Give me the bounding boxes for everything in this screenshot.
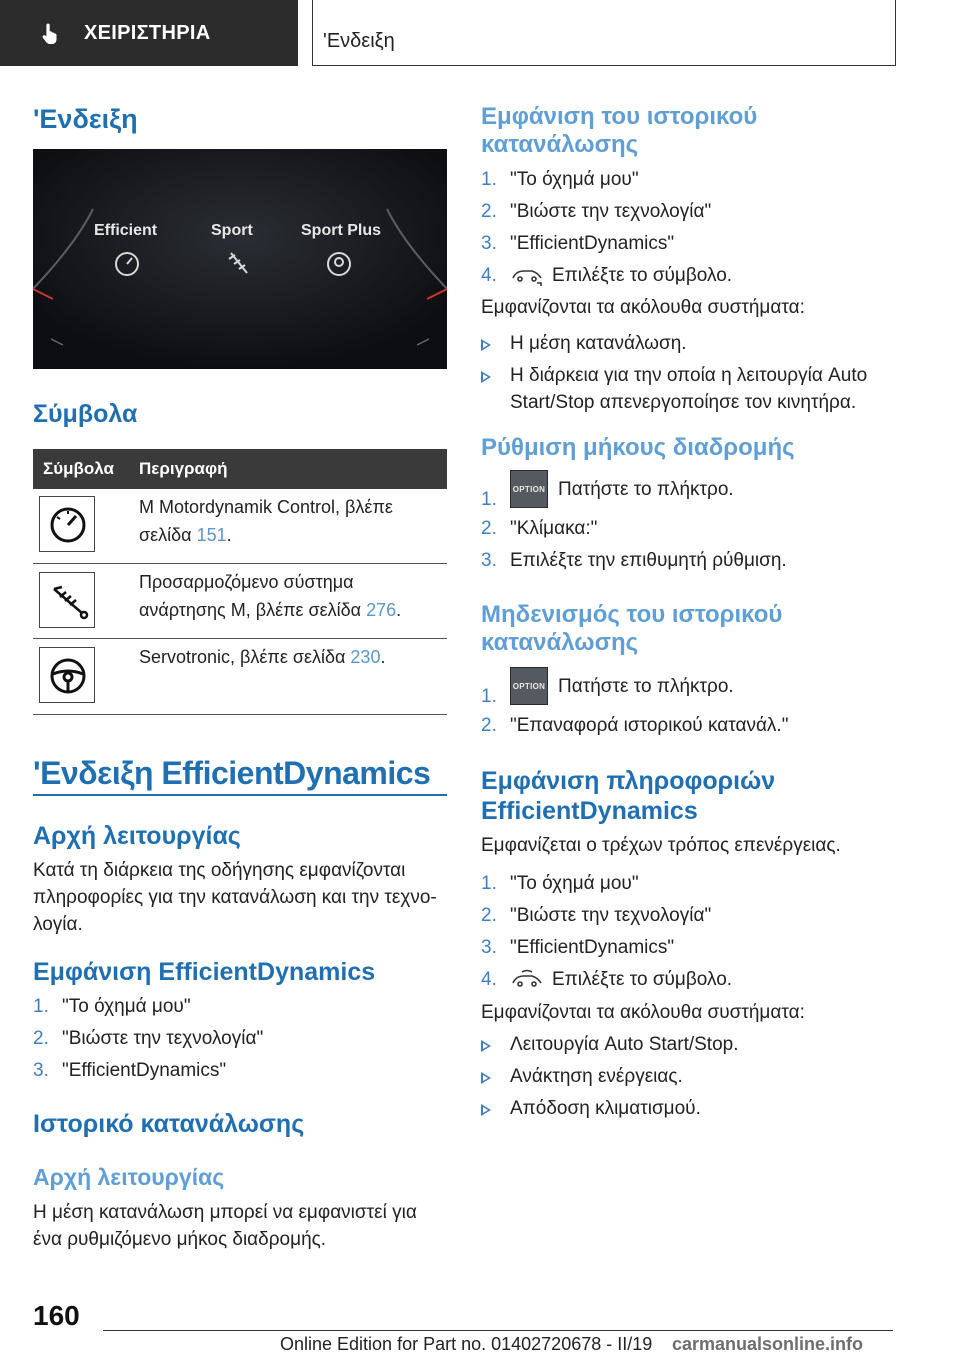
table-row bbox=[33, 639, 447, 715]
step-number: 2. bbox=[481, 518, 497, 539]
step-number: 2. bbox=[481, 905, 497, 926]
step-label: Πατήστε το πλήκτρο. bbox=[558, 675, 734, 697]
description-line: Προσαρμοζόμενο σύστημα bbox=[139, 572, 354, 592]
step-number: 2. bbox=[33, 1028, 49, 1049]
footer-divider bbox=[103, 1330, 893, 1331]
bullet-triangle-icon bbox=[481, 371, 491, 383]
description-end: . bbox=[396, 600, 402, 620]
option-button[interactable]: OPTION bbox=[510, 470, 548, 508]
text-line: Κατά τη διάρκεια της οδήγησης εμφανίζονται bbox=[33, 860, 406, 881]
info-systems-list bbox=[481, 1031, 901, 1127]
step-number: 3. bbox=[481, 550, 497, 571]
step-text[interactable]: "Το όχημά μου" bbox=[510, 873, 639, 894]
history-heading: Ιστορικό κατανάλωσης bbox=[33, 1110, 305, 1138]
table-row bbox=[33, 489, 447, 564]
step-number: 1. bbox=[481, 686, 497, 707]
instrument-cluster-image bbox=[33, 149, 447, 369]
step-text[interactable]: Επιλέξτε την επιθυμητή ρύθμιση. bbox=[510, 550, 787, 571]
description-text: σελίδα bbox=[139, 525, 197, 545]
list-item bbox=[481, 1031, 901, 1063]
bullet-text bbox=[510, 362, 867, 416]
title-underline bbox=[33, 794, 447, 796]
chapter-tab bbox=[312, 0, 896, 66]
watermark: carmanualsonline.info bbox=[672, 1334, 864, 1354]
page-header bbox=[0, 0, 960, 66]
page-link-230[interactable]: 230 bbox=[350, 647, 381, 667]
description-text: Servotronic, βλέπε σελίδα bbox=[139, 647, 351, 667]
steering-wheel-icon bbox=[39, 647, 95, 703]
step-text[interactable]: "Βιώστε την τεχνολογία" bbox=[62, 1028, 264, 1049]
set-length-heading: Ρύθμιση μήκους διαδρομής bbox=[481, 434, 795, 461]
description-end: . bbox=[226, 525, 232, 545]
step-number: 4. bbox=[481, 265, 497, 286]
table-row bbox=[33, 564, 447, 639]
step-text[interactable]: "EfficientDynamics" bbox=[510, 233, 675, 254]
info-heading bbox=[481, 766, 775, 826]
cluster-display-graphic bbox=[33, 149, 447, 369]
section-tab bbox=[0, 0, 298, 66]
bullet-line: Η διάρκεια για την οποία η λειτουργία Auto bbox=[510, 365, 868, 386]
table-col-description: Περιγραφή bbox=[139, 459, 228, 478]
heading-line: Εμφάνιση πληροφοριών bbox=[481, 767, 776, 795]
list-item bbox=[481, 1095, 901, 1127]
step-number: 1. bbox=[33, 996, 49, 1017]
hand-pointer-icon bbox=[40, 22, 62, 44]
symbols-heading: Σύμβολα bbox=[33, 400, 138, 428]
step-number: 3. bbox=[481, 937, 497, 958]
bullet-text: Απόδοση κλιματισμού. bbox=[510, 1098, 701, 1119]
principle-heading: Αρχή λειτουργίας bbox=[33, 822, 241, 850]
section-title: ΧΕΙΡΙΣΤΗΡΙΑ bbox=[84, 21, 211, 44]
text-line: Η μέση κατανάλωση μπορεί να εμφανιστεί για bbox=[33, 1202, 417, 1223]
step-number: 3. bbox=[33, 1060, 49, 1081]
bullet-text: Ανάκτηση ενέργειας. bbox=[510, 1066, 683, 1087]
mode-efficient-label: Efficient bbox=[94, 222, 158, 239]
mode-sport-plus-label: Sport Plus bbox=[301, 222, 382, 239]
show-efficientdynamics-heading: Εμφάνιση EfficientDynamics bbox=[33, 958, 376, 986]
table-description bbox=[139, 493, 393, 549]
page-title: 'Ενδειξη bbox=[33, 104, 138, 134]
description-end: . bbox=[380, 647, 386, 667]
mode-sport-label: Sport bbox=[211, 222, 253, 239]
shown-systems-intro: Εμφανίζονται τα ακόλουθα συστήματα: bbox=[481, 297, 805, 318]
step-number: 1. bbox=[481, 489, 497, 510]
step-number: 3. bbox=[481, 233, 497, 254]
text-line: πληροφορίες για την κατανάλωση και την τεχνο- bbox=[33, 887, 437, 908]
chapter-title: 'Ενδειξη bbox=[323, 30, 395, 52]
show-history-heading bbox=[481, 103, 757, 159]
info-text: Εμφανίζεται ο τρέχων τρόπος επενέργειας. bbox=[481, 835, 841, 856]
table-description bbox=[139, 643, 385, 671]
step-number: 1. bbox=[481, 873, 497, 894]
reset-heading bbox=[481, 601, 782, 657]
step-number: 2. bbox=[481, 715, 497, 736]
page-link-276[interactable]: 276 bbox=[366, 600, 397, 620]
principle-text bbox=[33, 857, 437, 938]
car-efficiency-icon bbox=[510, 969, 544, 991]
history-text bbox=[33, 1199, 417, 1253]
edition-text: Online Edition for Part no. 01402720678 - II/19 bbox=[280, 1334, 653, 1354]
step-text[interactable]: "Το όχημά μου" bbox=[62, 996, 191, 1017]
heading-line: Εμφάνιση του ιστορικού bbox=[481, 103, 758, 130]
step-text[interactable]: "EfficientDynamics" bbox=[510, 937, 675, 958]
adaptive-suspension-icon bbox=[39, 572, 95, 628]
list-item bbox=[481, 362, 901, 418]
step-text[interactable]: "Βιώστε την τεχνολογία" bbox=[510, 905, 712, 926]
option-button[interactable]: OPTION bbox=[510, 667, 548, 705]
bullet-line: Start/Stop απενεργοποίησε τον κινητήρα. bbox=[510, 392, 857, 413]
bullet-triangle-icon bbox=[481, 1104, 491, 1116]
m-dynamic-mode-icon bbox=[39, 496, 95, 552]
page-link-151[interactable]: 151 bbox=[196, 525, 227, 545]
table-description bbox=[139, 568, 401, 624]
page-number: 160 bbox=[33, 1300, 80, 1331]
bullet-triangle-icon bbox=[481, 339, 491, 351]
text-line: λογία. bbox=[33, 914, 83, 935]
description-line bbox=[139, 643, 385, 671]
step-number: 1. bbox=[481, 169, 497, 190]
step-text[interactable]: "Κλίμακα:" bbox=[510, 518, 598, 539]
description-line: M Motordynamik Control, βλέπε bbox=[139, 497, 393, 517]
step-number: 4. bbox=[481, 969, 497, 990]
shown-systems-list bbox=[481, 330, 901, 418]
step-text bbox=[510, 667, 734, 705]
table-col-symbols: Σύμβολα bbox=[43, 459, 114, 478]
heading-line: EfficientDynamics bbox=[481, 797, 698, 825]
bullet-triangle-icon bbox=[481, 1040, 491, 1052]
heading-line: Μηδενισμός του ιστορικού bbox=[481, 601, 783, 628]
step-text[interactable]: "Βιώστε την τεχνολογία" bbox=[510, 201, 712, 222]
text-line: ένα ρυθμιζόμενο μήκος διαδρομής. bbox=[33, 1229, 327, 1250]
list-item bbox=[481, 330, 901, 362]
step-text[interactable]: "Επαναφορά ιστορικού κατανάλ." bbox=[510, 715, 789, 736]
description-line bbox=[139, 521, 393, 549]
list-item bbox=[481, 1063, 901, 1095]
step-text[interactable]: "EfficientDynamics" bbox=[62, 1060, 227, 1081]
description-text: ανάρτησης M, βλέπε σελίδα bbox=[139, 600, 367, 620]
heading-line: κατανάλωσης bbox=[481, 629, 639, 656]
step-text[interactable]: "Το όχημά μου" bbox=[510, 169, 639, 190]
step-text bbox=[510, 966, 732, 993]
bullet-triangle-icon bbox=[481, 1072, 491, 1084]
efficientdynamics-display-title: 'Ενδειξη EfficientDynamics bbox=[33, 755, 431, 791]
history-principle-heading: Αρχή λειτουργίας bbox=[33, 1164, 225, 1190]
step-label[interactable]: Επιλέξτε το σύμβολο. bbox=[552, 969, 733, 990]
heading-line: κατανάλωσης bbox=[481, 131, 639, 158]
step-label[interactable]: Επιλέξτε το σύμβολο. bbox=[552, 265, 733, 286]
step-text bbox=[510, 262, 732, 289]
bullet-text: Η μέση κατανάλωση. bbox=[510, 333, 687, 354]
bullet-text: Λειτουργία Auto Start/Stop. bbox=[510, 1034, 739, 1055]
car-history-icon bbox=[510, 265, 544, 287]
table-header bbox=[33, 449, 447, 489]
description-line bbox=[139, 596, 401, 624]
step-label: Πατήστε το πλήκτρο. bbox=[558, 478, 734, 500]
step-text bbox=[510, 470, 734, 508]
info-systems-intro: Εμφανίζονται τα ακόλουθα συστήματα: bbox=[481, 1002, 805, 1023]
step-number: 2. bbox=[481, 201, 497, 222]
